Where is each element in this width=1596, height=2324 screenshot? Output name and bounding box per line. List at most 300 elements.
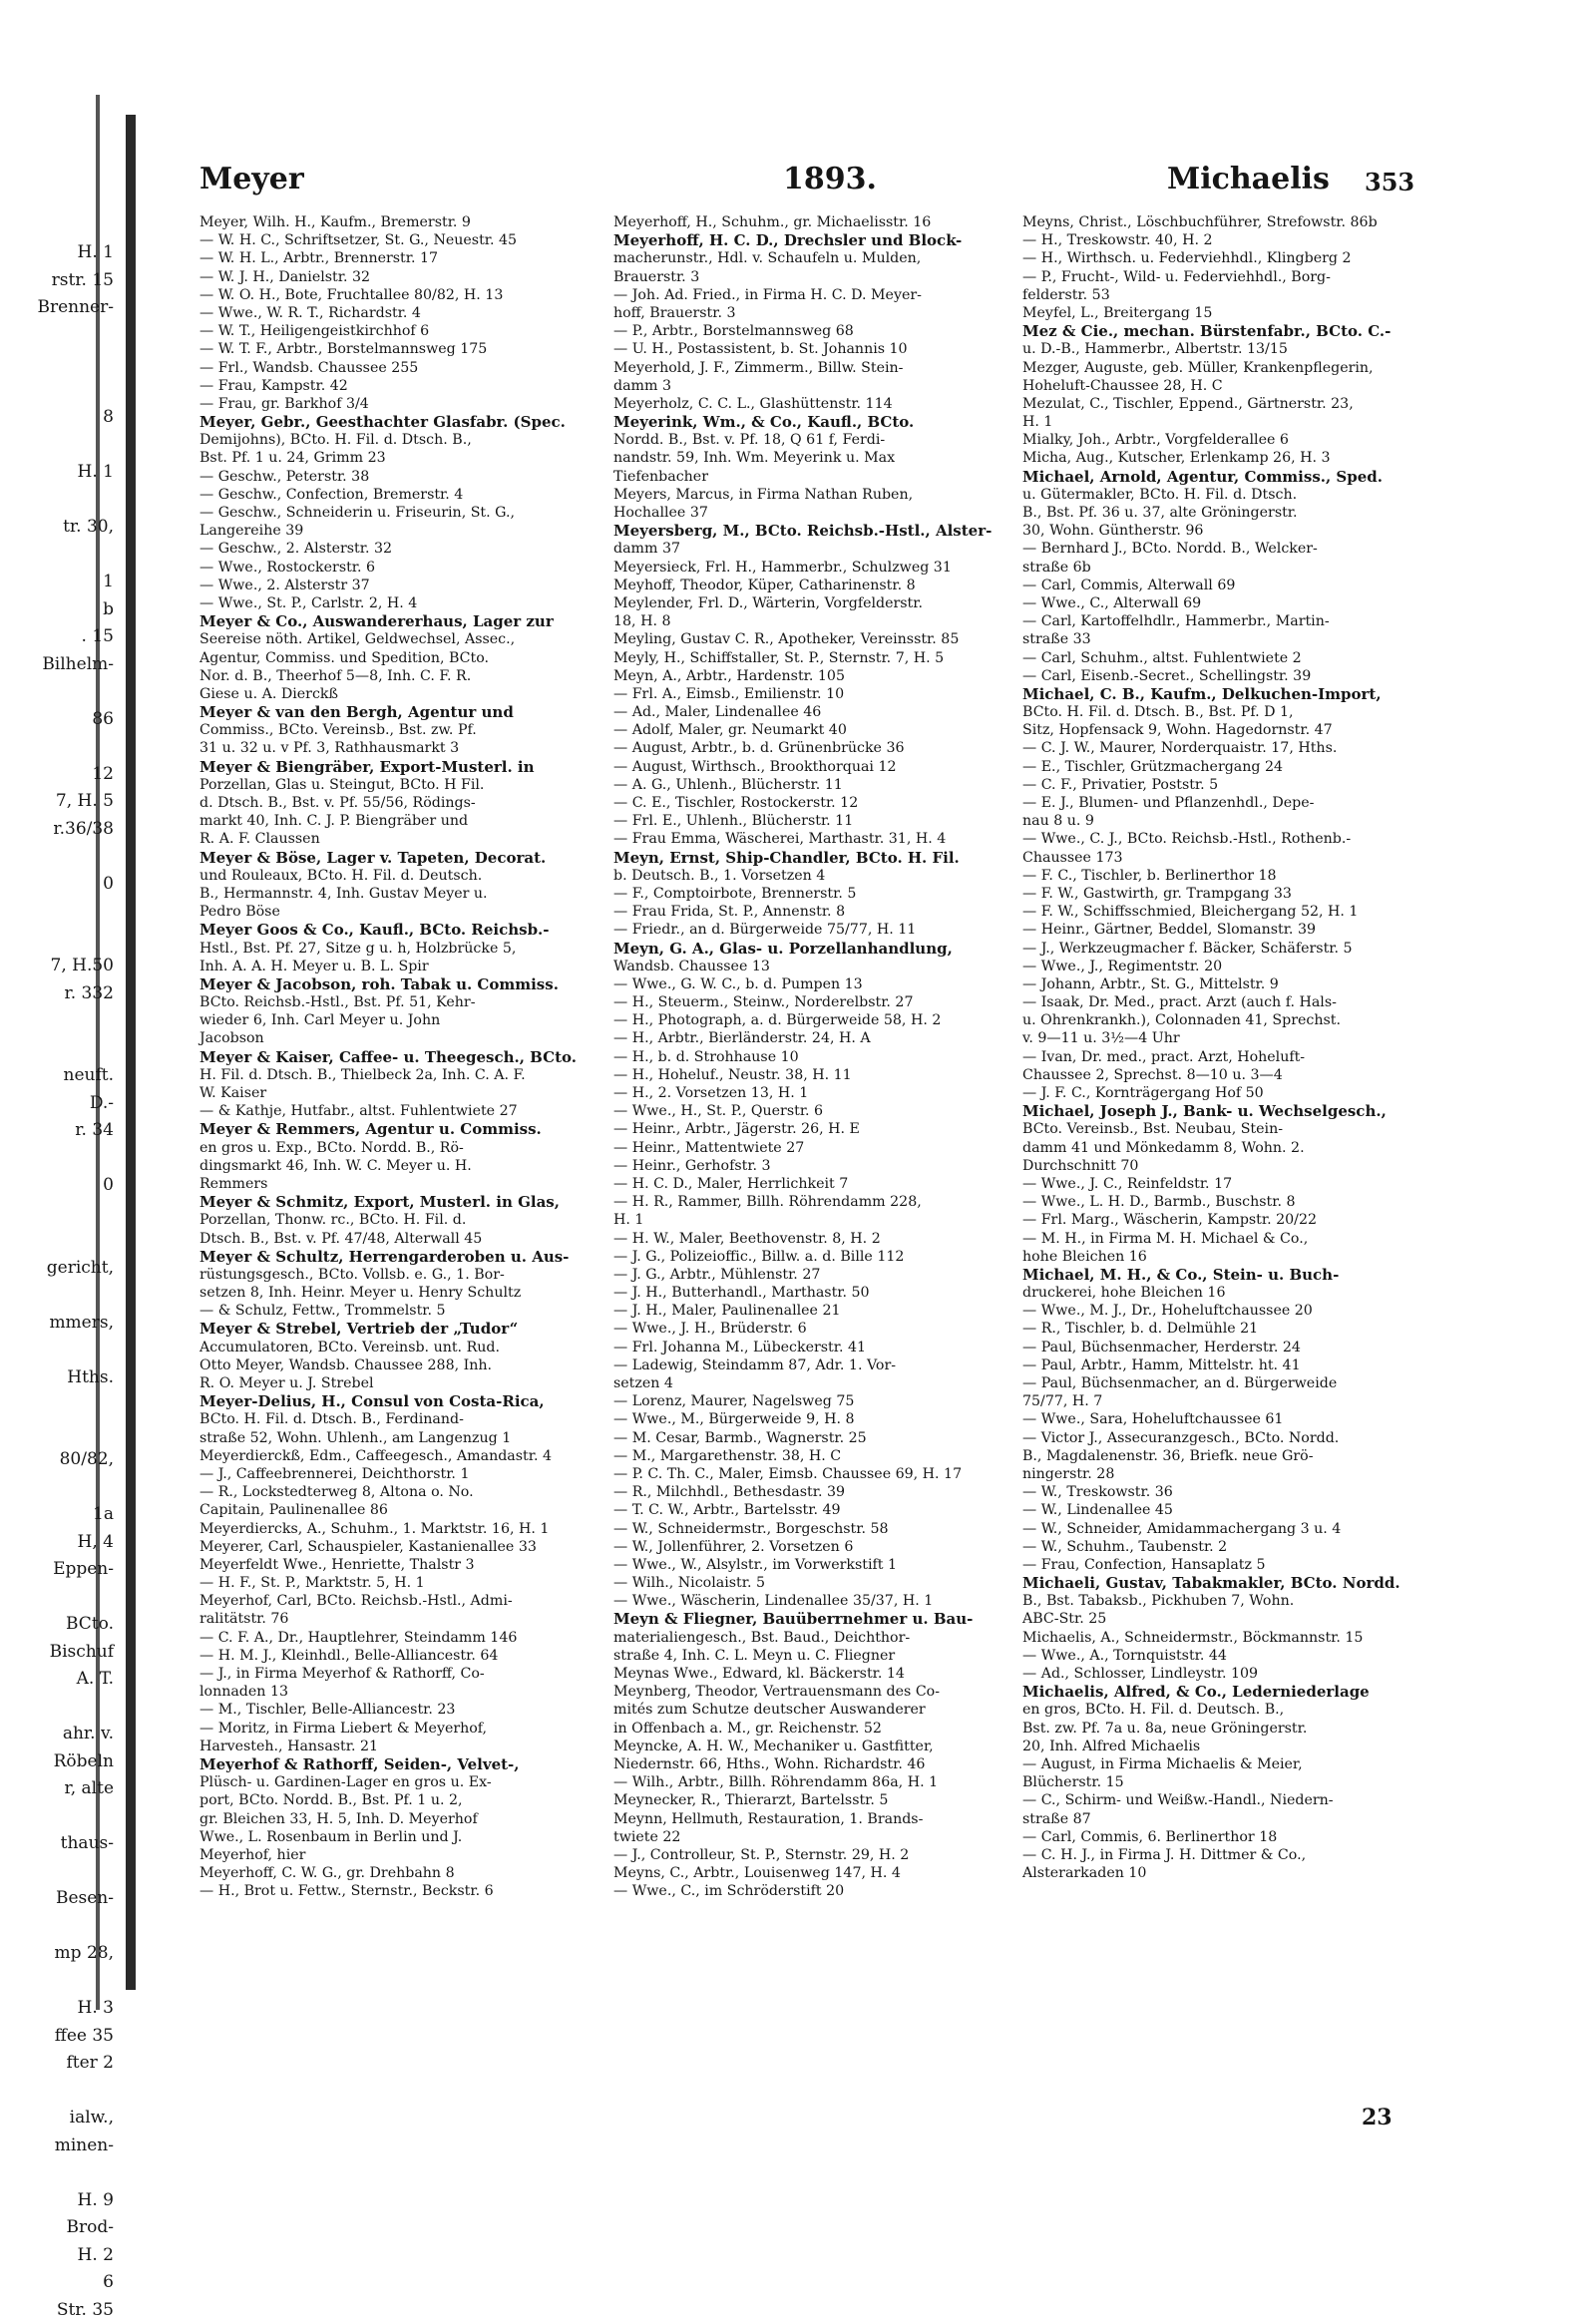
directory-entry: — Wwe., J. H., Brüderstr. 6 <box>613 1320 1012 1338</box>
directory-entry: — H. M. J., Kleinhdl., Belle-Alliancestr. 64 <box>200 1647 618 1665</box>
directory-entry: — Wwe., H., St. P., Querstr. 6 <box>613 1102 1012 1120</box>
previous-page-fragment <box>24 1391 114 1419</box>
directory-entry: 20, Inh. Alfred Michaelis <box>1022 1738 1431 1755</box>
directory-entry: Meyfel, L., Breitergang 15 <box>1022 304 1431 322</box>
previous-page-fragment <box>24 322 114 350</box>
directory-entry: Nor. d. B., Theerhof 5—8, Inh. C. F. R. <box>200 667 618 685</box>
previous-page-fragment: Hths. <box>24 1364 114 1392</box>
running-head-right: Michaelis <box>1167 162 1330 196</box>
directory-entry: b. Deutsch. B., 1. Vorsetzen 4 <box>613 867 1012 885</box>
directory-entry: — H., Hoheluf., Neustr. 38, H. 11 <box>613 1066 1012 1084</box>
directory-entry: — H., Arbtr., Bierländerstr. 24, H. A <box>613 1029 1012 1047</box>
column-right <box>1022 213 1431 2039</box>
directory-entry: — Wwe., C. J., BCto. Reichsb.-Hstl., Rothenb.- <box>1022 830 1431 848</box>
directory-entry: — Carl, Kartoffelhdlr., Hammerbr., Martin- <box>1022 612 1431 630</box>
previous-page-fragment: 80/82, <box>24 1446 114 1474</box>
directory-entry: Demijohns), BCto. H. Fil. d. Dtsch. B., <box>200 431 618 449</box>
directory-entry: — W., Jollenführer, 2. Vorsetzen 6 <box>613 1538 1012 1556</box>
directory-entry: Meyn, G. A., Glas- u. Porzellanhandlung, <box>613 940 1012 958</box>
directory-entry: Micha, Aug., Kutscher, Erlenkamp 26, H. 3 <box>1022 449 1431 467</box>
previous-page-fragment: r.36/38 <box>24 816 114 844</box>
directory-entry: Seereise nöth. Artikel, Geldwechsel, Assec., <box>200 630 618 648</box>
directory-entry: BCto. Reichsb.-Hstl., Bst. Pf. 51, Kehr- <box>200 993 618 1011</box>
previous-page-fragment: r, alte <box>24 1775 114 1803</box>
directory-entry: Meyn, A., Arbtr., Hardenstr. 105 <box>613 667 1012 685</box>
directory-entry: Mez & Cie., mechan. Bürstenfabr., BCto. C.- <box>1022 322 1431 340</box>
directory-entry: — H., Brot u. Fettw., Sternstr., Beckstr. 6 <box>200 1882 618 1900</box>
directory-entry: Agentur, Commiss. und Spedition, BCto. <box>200 649 618 667</box>
directory-entry: Bst. zw. Pf. 7a u. 8a, neue Gröningerstr. <box>1022 1720 1431 1738</box>
directory-entry: — Frau, Confection, Hansaplatz 5 <box>1022 1556 1431 1574</box>
directory-entry: hohe Bleichen 16 <box>1022 1248 1431 1266</box>
directory-entry: straße 33 <box>1022 630 1431 648</box>
previous-page-fragment: A. T. <box>24 1666 114 1694</box>
directory-entry: damm 37 <box>613 540 1012 558</box>
directory-entry: BCto. H. Fil. d. Dtsch. B., Ferdinand- <box>200 1410 618 1428</box>
directory-entry: — T. C. W., Arbtr., Bartelsstr. 49 <box>613 1501 1012 1519</box>
directory-entry: — Wwe., Sara, Hoheluftchaussee 61 <box>1022 1410 1431 1428</box>
directory-entry: lonnaden 13 <box>200 1683 618 1701</box>
directory-entry: Remmers <box>200 1175 618 1193</box>
directory-entry: en gros, BCto. H. Fil. d. Deutsch. B., <box>1022 1701 1431 1719</box>
directory-entry: Commiss., BCto. Vereinsb., Bst. zw. Pf. <box>200 721 618 739</box>
directory-entry: Nordd. B., Bst. v. Pf. 18, Q 61 f, Ferdi- <box>613 431 1012 449</box>
previous-page-fragment: 6 <box>24 2269 114 2297</box>
directory-entry: Meyerdiercks, A., Schuhm., 1. Marktstr. 16, H. 1 <box>200 1520 618 1538</box>
directory-entry: — Ivan, Dr. med., pract. Arzt, Hoheluft- <box>1022 1048 1431 1066</box>
previous-page-fragment <box>24 1419 114 1447</box>
directory-entry: — M., Margarethenstr. 38, H. C <box>613 1447 1012 1465</box>
directory-entry: — R., Milchhdl., Bethesdastr. 39 <box>613 1483 1012 1501</box>
directory-entry: B., Bst. Tabaksb., Pickhuben 7, Wohn. <box>1022 1592 1431 1610</box>
previous-page-fragment: Eppen- <box>24 1556 114 1584</box>
directory-entry: setzen 8, Inh. Heinr. Meyer u. Henry Schultz <box>200 1284 618 1302</box>
directory-entry: — Wwe., St. P., Carlstr. 2, H. 4 <box>200 594 618 612</box>
directory-entry: — F. W., Gastwirth, gr. Trampgang 33 <box>1022 885 1431 903</box>
directory-entry: — J. H., Butterhandl., Marthastr. 50 <box>613 1284 1012 1302</box>
directory-entry: Meyhoff, Theodor, Küper, Catharinenstr. 8 <box>613 577 1012 594</box>
directory-entry: Porzellan, Glas u. Steingut, BCto. H Fil. <box>200 776 618 794</box>
previous-page-fragment: mmers, <box>24 1310 114 1338</box>
directory-entry: Meyling, Gustav C. R., Apotheker, Vereinsstr. 85 <box>613 630 1012 648</box>
directory-entry: Meyerdierckß, Edm., Caffeegesch., Amandastr. 4 <box>200 1447 618 1465</box>
directory-entry: Hoheluft-Chaussee 28, H. C <box>1022 377 1431 395</box>
directory-entry: Meyersberg, M., BCto. Reichsb.-Hstl., Alster- <box>613 522 1012 540</box>
directory-entry: B., Hermannstr. 4, Inh. Gustav Meyer u. <box>200 885 618 903</box>
directory-entry: 31 u. 32 u. v Pf. 3, Rathhausmarkt 3 <box>200 739 618 757</box>
previous-page-fragment: fter 2 <box>24 2050 114 2078</box>
directory-entry: — Frl. Marg., Wäscherin, Kampstr. 20/22 <box>1022 1211 1431 1229</box>
previous-page-fragment: mp 28, <box>24 1940 114 1968</box>
previous-page-fragment <box>24 843 114 871</box>
directory-entry: — Wwe., M., Bürgerweide 9, H. 8 <box>613 1410 1012 1428</box>
directory-entry: — C., Schirm- und Weißw.-Handl., Niedern- <box>1022 1791 1431 1809</box>
directory-entry: Meyerhoff, C. W. G., gr. Drehbahn 8 <box>200 1864 618 1882</box>
directory-entry: druckerei, hohe Bleichen 16 <box>1022 1284 1431 1302</box>
previous-page-fragment: 7, H. 5 <box>24 788 114 816</box>
directory-entry: und Rouleaux, BCto. H. Fil. d. Deutsch. <box>200 867 618 885</box>
directory-entry: — F. C., Tischler, b. Berlinerthor 18 <box>1022 867 1431 885</box>
directory-entry: Meyer & van den Bergh, Agentur und <box>200 703 618 721</box>
directory-entry: v. 9—11 u. 3½—4 Uhr <box>1022 1029 1431 1047</box>
previous-page-fragment: ialw., <box>24 2105 114 2132</box>
directory-entry: Meyerhof, hier <box>200 1846 618 1864</box>
directory-entry: Plüsch- u. Gardinen-Lager en gros u. Ex- <box>200 1773 618 1791</box>
previous-page-fragment: Röbeln <box>24 1748 114 1776</box>
previous-page-fragment <box>24 1007 114 1035</box>
directory-entry: Meyer, Gebr., Geesthachter Glasfabr. (Spec. <box>200 413 618 431</box>
directory-entry: — W. T., Heiligengeistkirchhof 6 <box>200 322 618 340</box>
previous-page-fragment: 0 <box>24 1172 114 1200</box>
directory-entry: H. Fil. d. Dtsch. B., Thielbeck 2a, Inh. C. A. F. <box>200 1066 618 1084</box>
directory-entry: — Frl. E., Uhlenh., Blücherstr. 11 <box>613 812 1012 830</box>
directory-entry: — J. G., Arbtr., Mühlenstr. 27 <box>613 1266 1012 1284</box>
directory-entry: Meyns, C., Arbtr., Louisenweg 147, H. 4 <box>613 1864 1012 1882</box>
directory-entry: rüstungsgesch., BCto. Vollsb. e. G., 1. Bor- <box>200 1266 618 1284</box>
directory-entry: Mezulat, C., Tischler, Eppend., Gärtnerstr. 23, <box>1022 395 1431 413</box>
directory-entry: — Wwe., C., im Schröderstift 20 <box>613 1882 1012 1900</box>
directory-entry: — W. H. C., Schriftsetzer, St. G., Neuestr. 45 <box>200 231 618 249</box>
directory-entry: — Wwe., G. W. C., b. d. Pumpen 13 <box>613 975 1012 993</box>
previous-page-fragment <box>24 898 114 926</box>
directory-entry: — Paul, Büchsenmacher, Herderstr. 24 <box>1022 1339 1431 1356</box>
directory-entry: — & Schulz, Fettw., Trommelstr. 5 <box>200 1302 618 1320</box>
directory-entry: Meyer & Jacobson, roh. Tabak u. Commiss. <box>200 975 618 993</box>
directory-entry: — P., Arbtr., Borstelmannsweg 68 <box>613 322 1012 340</box>
directory-entry: — Victor J., Assecuranzgesch., BCto. Nordd. <box>1022 1429 1431 1447</box>
directory-entry: — P., Frucht-, Wild- u. Federviehhdl., Borg- <box>1022 268 1431 286</box>
previous-page-fragment: Brod- <box>24 2214 114 2242</box>
previous-page-fragment <box>24 349 114 377</box>
directory-entry: Meyer, Wilh. H., Kaufm., Bremerstr. 9 <box>200 213 618 231</box>
directory-entry: — Paul, Arbtr., Hamm, Mittelstr. ht. 41 <box>1022 1356 1431 1374</box>
column-middle <box>613 213 1012 2039</box>
directory-entry: — Frl., Wandsb. Chaussee 255 <box>200 359 618 377</box>
directory-entry: 75/77, H. 7 <box>1022 1392 1431 1410</box>
directory-entry: Meyer & Biengräber, Export-Musterl. in <box>200 758 618 776</box>
previous-page-fragment: 1a <box>24 1501 114 1529</box>
directory-entry: — C. H. J., in Firma J. H. Dittmer & Co., <box>1022 1846 1431 1864</box>
directory-entry: markt 40, Inh. C. J. P. Biengräber und <box>200 812 618 830</box>
directory-entry: in Offenbach a. M., gr. Reichenstr. 52 <box>613 1720 1012 1738</box>
previous-page-fragment <box>24 1035 114 1063</box>
directory-entry: — Geschw., Confection, Bremerstr. 4 <box>200 486 618 504</box>
directory-entry: — Bernhard J., BCto. Nordd. B., Welcker- <box>1022 540 1431 558</box>
directory-entry: Capitain, Paulinenallee 86 <box>200 1501 618 1519</box>
directory-entry: — Frl. A., Eimsb., Emilienstr. 10 <box>613 685 1012 703</box>
directory-entry: macherunstr., Hdl. v. Schaufeln u. Mulden, <box>613 249 1012 267</box>
previous-page-edge <box>0 55 140 2050</box>
directory-entry: Michael, Arnold, Agentur, Commiss., Sped. <box>1022 468 1431 486</box>
directory-entry: — F., Comptoirbote, Brennerstr. 5 <box>613 885 1012 903</box>
directory-entry: Brauerstr. 3 <box>613 268 1012 286</box>
directory-entry: Michael, M. H., & Co., Stein- u. Buch- <box>1022 1266 1431 1284</box>
previous-page-fragment: rstr. 15 <box>24 267 114 295</box>
directory-entry: wieder 6, Inh. Carl Meyer u. John <box>200 1011 618 1029</box>
directory-entry: Meynberg, Theodor, Vertrauensmann des Co- <box>613 1683 1012 1701</box>
directory-entry: — W., Schneider, Amidammachergang 3 u. 4 <box>1022 1520 1431 1538</box>
column-left <box>200 213 618 2039</box>
previous-page-fragment <box>24 1200 114 1228</box>
directory-entry: Mialky, Joh., Arbtr., Vorgfelderallee 6 <box>1022 431 1431 449</box>
directory-entry: — W. H. L., Arbtr., Brennerstr. 17 <box>200 249 618 267</box>
directory-entry: — Geschw., Schneiderin u. Friseurin, St. G., <box>200 504 618 522</box>
directory-entry: Meyerhof & Rathorff, Seiden-, Velvet-, <box>200 1755 618 1773</box>
directory-entry: port, BCto. Nordd. B., Bst. Pf. 1 u. 2, <box>200 1791 618 1809</box>
directory-entry: — M., Tischler, Belle-Alliancestr. 23 <box>200 1701 618 1719</box>
directory-entry: — Wilh., Nicolaistr. 5 <box>613 1574 1012 1592</box>
previous-page-fragment: 86 <box>24 706 114 734</box>
directory-entry: ralitätstr. 76 <box>200 1610 618 1628</box>
previous-page-fragment <box>24 542 114 570</box>
directory-entry: — H., Wirthsch. u. Federviehhdl., Klingberg 2 <box>1022 249 1431 267</box>
directory-entry: — Frl. Johanna M., Lübeckerstr. 41 <box>613 1339 1012 1356</box>
previous-page-fragment: b <box>24 596 114 624</box>
previous-page-fragment <box>24 1803 114 1831</box>
directory-entry: ABC-Str. 25 <box>1022 1610 1431 1628</box>
directory-entry: H. 1 <box>1022 413 1431 431</box>
directory-entry: — J., Werkzeugmacher f. Bäcker, Schäferstr. 5 <box>1022 940 1431 958</box>
directory-entry: B., Bst. Pf. 36 u. 37, alte Gröningerstr. <box>1022 504 1431 522</box>
previous-page-fragment <box>24 1584 114 1612</box>
directory-entry: — Wwe., M. J., Dr., Hoheluftchaussee 20 <box>1022 1302 1431 1320</box>
page-year: 1893. <box>783 162 877 196</box>
previous-page-text <box>24 239 114 2324</box>
directory-entry: — Carl, Commis, 6. Berlinerthor 18 <box>1022 1828 1431 1846</box>
directory-entry: u. Gütermakler, BCto. H. Fil. d. Dtsch. <box>1022 486 1431 504</box>
previous-page-fragment <box>24 1913 114 1941</box>
previous-page-fragment <box>24 2159 114 2187</box>
previous-page-fragment: Str. 35 <box>24 2297 114 2324</box>
directory-entry: Porzellan, Thonw. rc., BCto. H. Fil. d. <box>200 1211 618 1229</box>
previous-page-fragment: H. 9 <box>24 2187 114 2215</box>
directory-entry: — Wwe., L. H. D., Barmb., Buschstr. 8 <box>1022 1193 1431 1211</box>
directory-entry: Meyncke, A. H. W., Mechaniker u. Gastfitter, <box>613 1738 1012 1755</box>
directory-entry: — H. R., Rammer, Billh. Röhrendamm 228, <box>613 1193 1012 1211</box>
directory-entry: — Wwe., C., Alterwall 69 <box>1022 594 1431 612</box>
directory-entry: — H., Treskowstr. 40, H. 2 <box>1022 231 1431 249</box>
previous-page-fragment: BCto. <box>24 1611 114 1639</box>
directory-entry: en gros u. Exp., BCto. Nordd. B., Rö- <box>200 1139 618 1157</box>
previous-page-fragment: ffee 35 <box>24 2023 114 2051</box>
directory-entry: — J. H., Maler, Paulinenallee 21 <box>613 1302 1012 1320</box>
previous-page-fragment: 7, H.50 <box>24 953 114 980</box>
directory-entry: — Moritz, in Firma Liebert & Meyerhof, <box>200 1720 618 1738</box>
directory-entry: felderstr. 53 <box>1022 286 1431 304</box>
directory-entry: BCto. Vereinsb., Bst. Neubau, Stein- <box>1022 1120 1431 1138</box>
directory-entry: Hstl., Bst. Pf. 27, Sitze g u. h, Holzbrücke 5, <box>200 940 618 958</box>
directory-entry: — Heinr., Arbtr., Jägerstr. 26, H. E <box>613 1120 1012 1138</box>
directory-entry: nau 8 u. 9 <box>1022 812 1431 830</box>
directory-entry: — Friedr., an d. Bürgerweide 75/77, H. 11 <box>613 921 1012 939</box>
previous-page-fragment: neuft. <box>24 1062 114 1090</box>
previous-page-fragment: 1 <box>24 569 114 596</box>
directory-entry: — Lorenz, Maurer, Nagelsweg 75 <box>613 1392 1012 1410</box>
previous-page-fragment <box>24 1474 114 1502</box>
directory-entry: Michaelis, A., Schneidermstr., Böckmannstr. 15 <box>1022 1629 1431 1647</box>
previous-page-fragment <box>24 1337 114 1364</box>
directory-entry: — W. T. F., Arbtr., Borstelmannsweg 175 <box>200 340 618 358</box>
directory-entry: Meyerhoff, H., Schuhm., gr. Michaelisstr. 16 <box>613 213 1012 231</box>
directory-entry: — H., Steuerm., Steinw., Norderelbstr. 27 <box>613 993 1012 1011</box>
directory-entry: Meyer & Schultz, Herrengarderoben u. Aus- <box>200 1248 618 1266</box>
directory-entry: Giese u. A. Dierckß <box>200 685 618 703</box>
directory-entry: — Heinr., Gärtner, Beddel, Slomanstr. 39 <box>1022 921 1431 939</box>
binding-shadow <box>126 115 136 1990</box>
directory-entry: Meyer & Kaiser, Caffee- u. Theegesch., BCto. <box>200 1048 618 1066</box>
page-header <box>145 150 1496 209</box>
directory-entry: Meyersieck, Frl. H., Hammerbr., Schulzweg 31 <box>613 559 1012 577</box>
previous-page-fragment <box>24 926 114 954</box>
directory-entry: — & Kathje, Hutfabr., altst. Fuhlentwiete 27 <box>200 1102 618 1120</box>
directory-entry: — P. C. Th. C., Maler, Eimsb. Chaussee 69, H. 17 <box>613 1465 1012 1483</box>
directory-entry: — C. E., Tischler, Rostockerstr. 12 <box>613 794 1012 812</box>
previous-page-fragment: H. 1 <box>24 459 114 487</box>
directory-entry: R. O. Meyer u. J. Strebel <box>200 1374 618 1392</box>
directory-entry: Michaelis, Alfred, & Co., Lederniederlage <box>1022 1683 1431 1701</box>
previous-page-fragment: H, 4 <box>24 1529 114 1557</box>
directory-entry: dingsmarkt 46, Inh. W. C. Meyer u. H. <box>200 1157 618 1175</box>
previous-page-fragment <box>24 377 114 405</box>
previous-page-fragment <box>24 1694 114 1722</box>
directory-entry: Meyly, H., Schiffstaller, St. P., Sternstr. 7, H. 5 <box>613 649 1012 667</box>
directory-entry: Wwe., L. Rosenbaum in Berlin und J. <box>200 1828 618 1846</box>
directory-entry: Blücherstr. 15 <box>1022 1773 1431 1791</box>
directory-entry: Pedro Böse <box>200 903 618 921</box>
directory-entry: Meyns, Christ., Löschbuchführer, Strefowstr. 86b <box>1022 213 1431 231</box>
directory-entry: nandstr. 59, Inh. Wm. Meyerink u. Max <box>613 449 1012 467</box>
directory-entry: — Heinr., Gerhofstr. 3 <box>613 1157 1012 1175</box>
previous-page-fragment <box>24 733 114 761</box>
previous-page-fragment: D.- <box>24 1090 114 1118</box>
directory-entry: — H. W., Maler, Beethovenstr. 8, H. 2 <box>613 1230 1012 1248</box>
previous-page-fragment <box>24 1858 114 1886</box>
previous-page-fragment: tr. 30, <box>24 514 114 542</box>
directory-entry: — H., b. d. Strohhause 10 <box>613 1048 1012 1066</box>
directory-entry: straße 52, Wohn. Uhlenh., am Langenzug 1 <box>200 1429 618 1447</box>
directory-entry: Hochallee 37 <box>613 504 1012 522</box>
directory-entry: 30, Wohn. Güntherstr. 96 <box>1022 522 1431 540</box>
directory-entry: — Wwe., J. C., Reinfeldstr. 17 <box>1022 1175 1431 1193</box>
directory-entry: — Wwe., Wäscherin, Lindenallee 35/37, H. 1 <box>613 1592 1012 1610</box>
directory-entry: Meyer-Delius, H., Consul von Costa-Rica, <box>200 1392 618 1410</box>
directory-entry: — W., Treskowstr. 36 <box>1022 1483 1431 1501</box>
previous-page-fragment: r. 34 <box>24 1117 114 1145</box>
previous-page-fragment: Bilhelm- <box>24 651 114 679</box>
previous-page-fragment: 12 <box>24 761 114 789</box>
directory-entry: — Geschw., 2. Alsterstr. 32 <box>200 540 618 558</box>
directory-entry: Meyer & Co., Auswandererhaus, Lager zur <box>200 612 618 630</box>
directory-entry: — Wwe., W., Alsylstr., im Vorwerkstift 1 <box>613 1556 1012 1574</box>
previous-page-fragment <box>24 1282 114 1310</box>
previous-page-fragment: gericht, <box>24 1255 114 1283</box>
directory-entry: Meyer Goos & Co., Kaufl., BCto. Reichsb.- <box>200 921 618 939</box>
directory-entry: Meynn, Hellmuth, Restauration, 1. Brands- <box>613 1810 1012 1828</box>
directory-entry: straße 6b <box>1022 559 1431 577</box>
directory-entry: — Ad., Maler, Lindenallee 46 <box>613 703 1012 721</box>
previous-page-fragment: r. 332 <box>24 980 114 1008</box>
directory-entry: — August, Wirthsch., Brookthorquai 12 <box>613 758 1012 776</box>
directory-entry: — W., Lindenallee 45 <box>1022 1501 1431 1519</box>
previous-page-fragment: H. 3 <box>24 1995 114 2023</box>
directory-entry: u. Ohrenkrankh.), Colonnaden 41, Sprechst. <box>1022 1011 1431 1029</box>
previous-page-fragment: H. 2 <box>24 2242 114 2270</box>
directory-entry: — Geschw., Peterstr. 38 <box>200 468 618 486</box>
previous-page-fragment: ahr. v. <box>24 1721 114 1748</box>
directory-entry: Mezger, Auguste, geb. Müller, Krankenpflegerin, <box>1022 359 1431 377</box>
previous-page-fragment: Brenner- <box>24 294 114 322</box>
directory-entry: — W. O. H., Bote, Fruchtallee 80/82, H. 13 <box>200 286 618 304</box>
directory-entry: ningerstr. 28 <box>1022 1465 1431 1483</box>
directory-entry: — M. Cesar, Barmb., Wagnerstr. 25 <box>613 1429 1012 1447</box>
directory-entry: — J. F. C., Kornträgergang Hof 50 <box>1022 1084 1431 1102</box>
directory-entry: — Ad., Schlosser, Lindleystr. 109 <box>1022 1665 1431 1683</box>
directory-entry: Michael, Joseph J., Bank- u. Wechselgesch., <box>1022 1102 1431 1120</box>
directory-entry: — Wwe., W. R. T., Richardstr. 4 <box>200 304 618 322</box>
previous-page-fragment <box>24 1227 114 1255</box>
directory-entry: — C. F., Privatier, Poststr. 5 <box>1022 776 1431 794</box>
directory-entry: — Carl, Schuhm., altst. Fuhlentwiete 2 <box>1022 649 1431 667</box>
previous-page-fragment: . 15 <box>24 623 114 651</box>
directory-entry: — Wwe., J., Regimentstr. 20 <box>1022 958 1431 975</box>
directory-entry: — J. G., Polizeioffic., Billw. a. d. Bille 112 <box>613 1248 1012 1266</box>
directory-entry: Meyerer, Carl, Schauspieler, Kastanienallee 33 <box>200 1538 618 1556</box>
directory-entry: Meyerhoff, H. C. D., Drechsler und Block- <box>613 231 1012 249</box>
directory-entry: Meyerhold, J. F., Zimmerm., Billw. Stein- <box>613 359 1012 377</box>
directory-entry: — J., Controlleur, St. P., Sternstr. 29, H. 2 <box>613 1846 1012 1864</box>
directory-entry: — E., Tischler, Grützmachergang 24 <box>1022 758 1431 776</box>
directory-entry: materialiengesch., Bst. Baud., Deichthor- <box>613 1629 1012 1647</box>
directory-entry: — H., Photograph, a. d. Bürgerweide 58, H. 2 <box>613 1011 1012 1029</box>
directory-entry: W. Kaiser <box>200 1084 618 1102</box>
directory-entry: — U. H., Postassistent, b. St. Johannis 10 <box>613 340 1012 358</box>
directory-entry: — W., Schneidermstr., Borgeschstr. 58 <box>613 1520 1012 1538</box>
directory-entry: straße 4, Inh. C. L. Meyn u. C. Fliegner <box>613 1647 1012 1665</box>
directory-entry: Accumulatoren, BCto. Vereinsb. unt. Rud. <box>200 1339 618 1356</box>
previous-page-fragment: Bischuf <box>24 1639 114 1667</box>
directory-entry: twiete 22 <box>613 1828 1012 1846</box>
directory-entry: Meyerholz, C. C. L., Glashüttenstr. 114 <box>613 395 1012 413</box>
directory-entry: u. D.-B., Hammerbr., Albertstr. 13/15 <box>1022 340 1431 358</box>
directory-entry: — August, Arbtr., b. d. Grünenbrücke 36 <box>613 739 1012 757</box>
directory-entry: — Carl, Eisenb.-Secret., Schellingstr. 39 <box>1022 667 1431 685</box>
directory-entry: Meyer & Strebel, Vertrieb der „Tudor“ <box>200 1320 618 1338</box>
directory-entry: Meylender, Frl. D., Wärterin, Vorgfelderstr. <box>613 594 1012 612</box>
previous-page-fragment <box>24 432 114 460</box>
directory-entry: Dtsch. B., Bst. v. Pf. 47/48, Alterwall 45 <box>200 1230 618 1248</box>
directory-entry: — R., Lockstedterweg 8, Altona o. No. <box>200 1483 618 1501</box>
previous-page-fragment: Besen- <box>24 1885 114 1913</box>
directory-entry: straße 87 <box>1022 1810 1431 1828</box>
directory-entry: — Ladewig, Steindamm 87, Adr. 1. Vor- <box>613 1356 1012 1374</box>
directory-entry: Niedernstr. 66, Hths., Wohn. Richardstr. 46 <box>613 1755 1012 1773</box>
directory-entry: — Wwe., Rostockerstr. 6 <box>200 559 618 577</box>
directory-entry: Tiefenbacher <box>613 468 1012 486</box>
directory-entry: mités zum Schutze deutscher Auswanderer <box>613 1701 1012 1719</box>
previous-page-fragment <box>24 2078 114 2106</box>
directory-entry: — Frau Emma, Wäscherei, Marthastr. 31, H. 4 <box>613 830 1012 848</box>
directory-page <box>145 150 1496 2065</box>
directory-entry: Chaussee 2, Sprechst. 8—10 u. 3—4 <box>1022 1066 1431 1084</box>
directory-entry: — Wilh., Arbtr., Billh. Röhrendamm 86a, H. 1 <box>613 1773 1012 1791</box>
previous-page-fragment: 8 <box>24 404 114 432</box>
directory-entry: — Paul, Büchsenmacher, an d. Bürgerweide <box>1022 1374 1431 1392</box>
directory-entry: — H. F., St. P., Marktstr. 5, H. 1 <box>200 1574 618 1592</box>
directory-entry: — H. C. D., Maler, Herrlichkeit 7 <box>613 1175 1012 1193</box>
directory-entry: damm 41 und Mönkedamm 8, Wohn. 2. <box>1022 1139 1431 1157</box>
directory-entry: — August, in Firma Michaelis & Meier, <box>1022 1755 1431 1773</box>
directory-entry: Meyer & Böse, Lager v. Tapeten, Decorat. <box>200 849 618 867</box>
